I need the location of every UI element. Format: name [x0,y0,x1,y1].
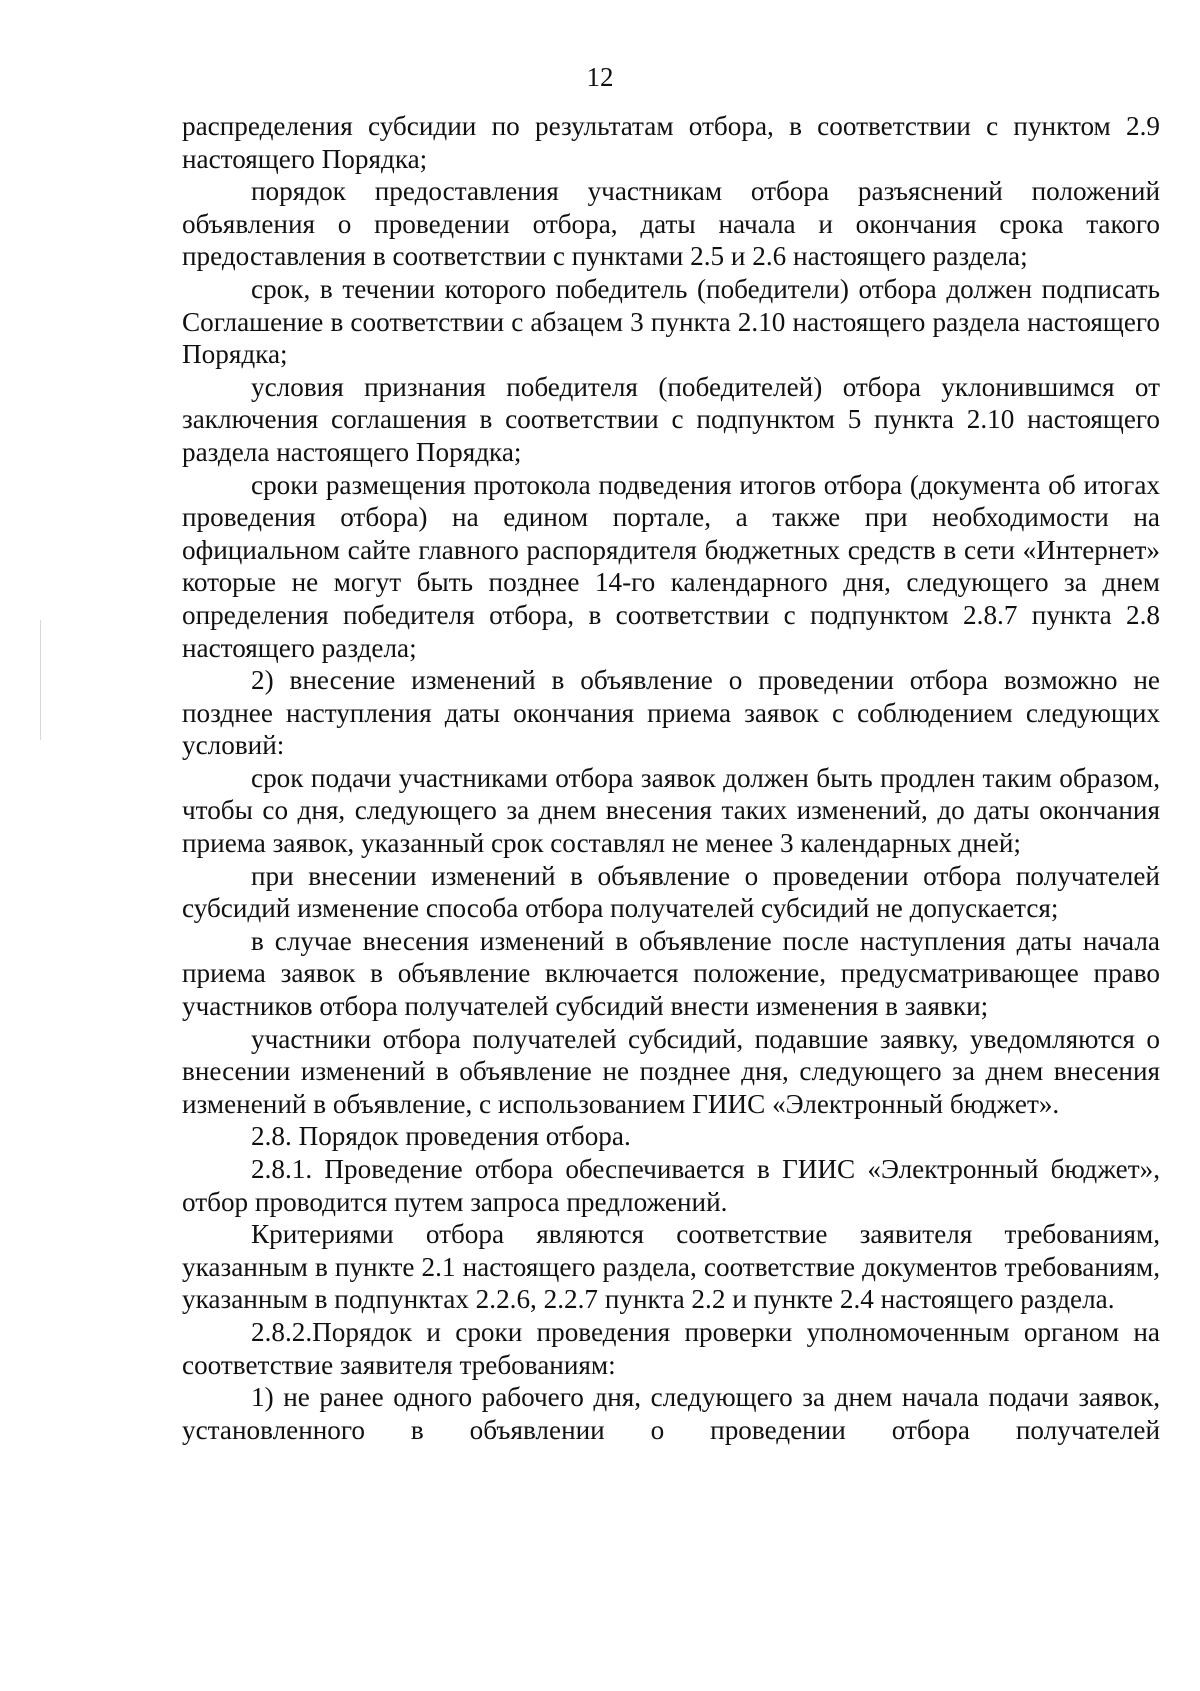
paragraph-6: 2) внесение изменений в объявление о проведении отбора возможно не позднее наступления даты окончания приема заявок с соблюдением следующих условий: [182,665,1160,761]
paragraph-15: 1) не ранее одного рабочего дня, следующего за днем начала подачи заявок, установленного в объявлении о проведении отбора получателей [182,1382,1160,1445]
paragraph-5: сроки размещения протокола подведения итогов отбора (документа об итогах проведения отбора) на едином портале, а также при необходимости на официальном сайте главного распорядителя бюджетных средств в сети «Интернет» которые не могут быть позднее 14-го календарного дня, следующего за днем определения победителя отбора, в соответствии с подпунктом 2.8.7 пункта 2.8 настоящего раздела; [182,469,1160,663]
paragraph-7: срок подачи участниками отбора заявок должен быть продлен таким образом, чтобы со дня, следующего за днем внесения таких изменений, до даты окончания приема заявок, указанный срок составлял не менее 3 календарных дней; [182,762,1160,859]
paragraph-2: порядок предоставления участникам отбора разъяснений положений объявления о проведении отбора, даты начала и окончания срока такого предоставления в соответствии с пунктами 2.5 и 2.6 настоящего раздела; [182,176,1160,272]
page-number: 12 [586,62,614,92]
paragraph-4: условия признания победителя (победителей) отбора уклонившимся от заключения соглашения в соответствии с подпунктом 5 пункта 2.10 настоящего раздела настоящего Порядка; [182,371,1160,467]
paragraph-14: 2.8.2.Порядок и сроки проведения проверки уполномоченным органом на соответствие заявителя требованиям: [182,1316,1160,1380]
paragraph-12: 2.8.1. Проведение отбора обеспечивается в ГИИС «Электронный бюджет», отбор проводится путем запроса предложений. [182,1154,1160,1217]
paragraph-9: в случае внесения изменений в объявление после наступления даты начала приема заявок в объявление включается положение, предусматривающее право участников отбора получателей субсидий внести изменения в заявки; [182,925,1160,1022]
paragraph-1: распределения субсидии по результатам отбора, в соответствии с пунктом 2.9 настоящего Порядка; [182,111,1160,174]
paragraph-11: 2.8. Порядок проведения отбора. [251,1121,631,1152]
paragraph-13: Критериями отбора являются соответствие заявителя требованиям, указанным в пункте 2.1 настоящего раздела, соответствие документов требованиям, указанным в подпунктах 2.2.6, 2.2.7 пункта 2.2 и пункте 2.4 настоящего раздела. [182,1219,1160,1315]
paragraph-10: участники отбора получателей субсидий, подавшие заявку, уведомляются о внесении изменений в объявление не позднее дня, следующего за днем внесения изменений в объявление, с использованием ГИИС «Электронный бюджет». [182,1023,1160,1119]
paragraph-3: срок, в течении которого победитель (победители) отбора должен подписать Соглашение в соответствии с абзацем 3 пункта 2.10 настоящего раздела настоящего Порядка; [182,273,1160,370]
scan-margin-mark [40,620,41,740]
paragraph-8: при внесении изменений в объявление о проведении отбора получателей субсидий изменение способа отбора получателей субсидий не допускается; [182,860,1160,924]
document-body [182,110,1160,1446]
